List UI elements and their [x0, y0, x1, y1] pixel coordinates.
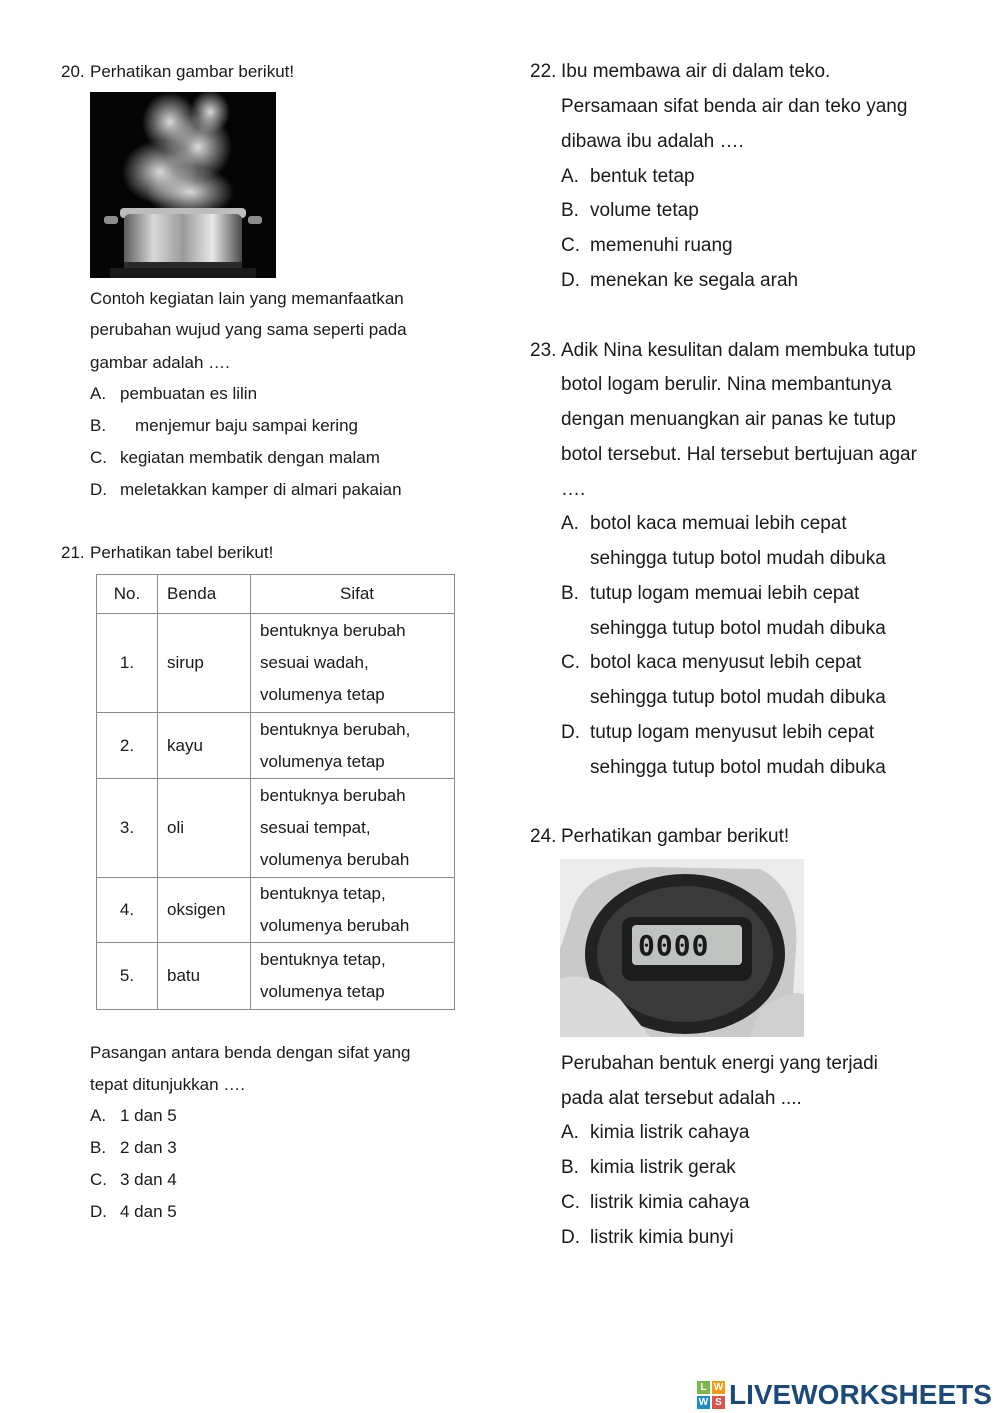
- q22-option-c[interactable]: [561, 228, 733, 263]
- option-letter: C.: [561, 652, 580, 673]
- boiling-pot-image: [90, 92, 276, 278]
- sifat-line: bentuknya berubah: [260, 786, 406, 805]
- row-sifat: [251, 943, 455, 1010]
- option-letter: B.: [561, 583, 579, 604]
- q22-option-a[interactable]: [561, 159, 695, 194]
- option-letter: D.: [90, 1202, 107, 1221]
- option-text: menekan ke segala arah: [590, 270, 799, 291]
- header-benda: Benda: [158, 575, 251, 614]
- option-text: pembuatan es lilin: [120, 384, 258, 403]
- q23-question-line-3: dengan menuangkan air panas ke tutup: [561, 409, 896, 430]
- logo-icon: [697, 1381, 725, 1409]
- row-sifat: [251, 878, 455, 943]
- q24-question-line-2: pada alat tersebut adalah ....: [561, 1088, 802, 1109]
- header-sifat: Sifat: [251, 575, 455, 614]
- row-no: 1.: [97, 614, 158, 713]
- option-text: kimia listrik gerak: [590, 1157, 736, 1178]
- option-text: kimia listrik cahaya: [590, 1122, 750, 1143]
- sifat-line: sesuai tempat,: [260, 818, 371, 837]
- table-row: [97, 878, 455, 943]
- sifat-line: bentuknya berubah: [260, 621, 406, 640]
- option-text: menjemur baju sampai kering: [135, 416, 358, 435]
- boiling-pot-illustration: [90, 92, 276, 278]
- option-text: 3 dan 4: [120, 1170, 177, 1189]
- q21-option-b[interactable]: [90, 1132, 177, 1164]
- option-text-line-2: sehingga tutup botol mudah dibuka: [590, 548, 886, 569]
- q22-option-b[interactable]: [561, 193, 699, 228]
- option-text-line-1: botol kaca menyusut lebih cepat: [590, 652, 862, 673]
- sifat-line: volumenya tetap: [260, 685, 385, 704]
- option-letter: C.: [90, 1170, 107, 1189]
- option-text: 4 dan 5: [120, 1202, 177, 1221]
- q23-number: 23.: [530, 340, 557, 361]
- q23-option-c[interactable]: [561, 645, 886, 708]
- row-benda: kayu: [158, 713, 251, 779]
- q21-option-d[interactable]: [90, 1196, 177, 1228]
- option-text: meletakkan kamper di almari pakaian: [120, 480, 402, 499]
- q21-option-c[interactable]: [90, 1164, 177, 1196]
- option-text: memenuhi ruang: [590, 235, 733, 256]
- q23-option-d[interactable]: [561, 715, 886, 778]
- logo-tile-w2: W: [698, 1397, 709, 1408]
- option-letter: C.: [561, 1192, 580, 1213]
- option-letter: D.: [90, 480, 107, 499]
- option-text: listrik kimia bunyi: [590, 1227, 734, 1248]
- q20-question-line-1: Contoh kegiatan lain yang memanfaatkan: [90, 289, 404, 308]
- q20-number: 20.: [61, 62, 85, 81]
- q23-option-b[interactable]: [561, 576, 886, 639]
- q23-question-line-2: botol logam berulir. Nina membantunya: [561, 374, 892, 395]
- option-letter: B.: [561, 1157, 579, 1178]
- row-benda: batu: [158, 943, 251, 1010]
- q20-option-a[interactable]: [90, 378, 258, 410]
- steam-cloud: [122, 92, 234, 218]
- row-benda: sirup: [158, 614, 251, 713]
- row-benda: oksigen: [158, 878, 251, 943]
- option-text: listrik kimia cahaya: [590, 1192, 750, 1213]
- logo-tile-w: W: [713, 1382, 724, 1393]
- option-text-line-2: sehingga tutup botol mudah dibuka: [590, 757, 886, 778]
- logo-tile-l: L: [697, 1381, 710, 1394]
- row-benda: oli: [158, 779, 251, 878]
- option-text-line-1: botol kaca memuai lebih cepat: [590, 513, 847, 534]
- q24-question-line-1: Perubahan bentuk energi yang terjadi: [561, 1053, 878, 1074]
- row-sifat: [251, 614, 455, 713]
- sifat-line: bentuknya tetap,: [260, 884, 386, 903]
- option-letter: A.: [561, 1122, 579, 1143]
- option-text: 1 dan 5: [120, 1106, 177, 1125]
- option-letter: A.: [561, 513, 579, 534]
- option-letter: A.: [561, 166, 579, 187]
- q22-question-line-1: Ibu membawa air di dalam teko.: [561, 61, 831, 82]
- option-letter: A.: [90, 384, 107, 403]
- q24-option-d[interactable]: [561, 1220, 734, 1255]
- row-sifat: [251, 779, 455, 878]
- q21-number: 21.: [61, 543, 85, 562]
- option-text-line-2: sehingga tutup botol mudah dibuka: [590, 618, 886, 639]
- q20-option-d[interactable]: [90, 474, 402, 506]
- option-text: bentuk tetap: [590, 166, 695, 187]
- q24-number: 24.: [530, 826, 557, 847]
- option-text: kegiatan membatik dengan malam: [120, 448, 380, 467]
- row-sifat: [251, 713, 455, 779]
- header-no: No.: [97, 575, 158, 614]
- row-no: 5.: [97, 943, 158, 1010]
- option-text-line-2: sehingga tutup botol mudah dibuka: [590, 687, 886, 708]
- option-letter: C.: [90, 448, 107, 467]
- sifat-line: bentuknya tetap,: [260, 950, 386, 969]
- option-letter: A.: [90, 1106, 107, 1125]
- sifat-line: sesuai wadah,: [260, 653, 369, 672]
- q23-question-line-4: botol tersebut. Hal tersebut bertujuan agar: [561, 444, 917, 465]
- stopwatch-image: [560, 859, 804, 1037]
- table-header-row: [97, 575, 455, 614]
- q20-question-line-2: perubahan wujud yang sama seperti pada: [90, 320, 407, 339]
- q23-question-line-5: ….: [561, 479, 586, 500]
- q21-prompt: Perhatikan tabel berikut!: [90, 543, 274, 562]
- row-no: 4.: [97, 878, 158, 943]
- sifat-line: volumenya tetap: [260, 751, 385, 771]
- q21-option-a[interactable]: [90, 1100, 177, 1132]
- q20-prompt: Perhatikan gambar berikut!: [90, 62, 295, 81]
- q20-question-line-3: gambar adalah ….: [90, 353, 230, 372]
- table-row: [97, 713, 455, 779]
- option-text: volume tetap: [590, 200, 699, 221]
- sifat-line: volumenya tetap: [260, 982, 385, 1001]
- properties-table: [96, 574, 455, 1010]
- row-no: 3.: [97, 779, 158, 878]
- sifat-line: volumenya berubah: [260, 850, 410, 869]
- row-no: 2.: [97, 713, 158, 779]
- logo-tile-s: S: [712, 1396, 725, 1409]
- q22-option-d[interactable]: [561, 263, 799, 298]
- option-text: 2 dan 3: [120, 1138, 177, 1157]
- liveworksheets-logo[interactable]: [697, 1378, 992, 1412]
- table-row: [97, 614, 455, 713]
- table-row: [97, 779, 455, 878]
- option-letter: B.: [90, 1138, 107, 1157]
- option-letter: C.: [561, 235, 580, 256]
- q24-prompt: Perhatikan gambar berikut!: [561, 826, 790, 847]
- option-text-line-1: tutup logam menyusut lebih cepat: [590, 722, 875, 743]
- option-letter: B.: [90, 416, 107, 435]
- q22-number: 22.: [530, 61, 557, 82]
- q24-option-b[interactable]: [561, 1150, 736, 1185]
- q24-option-a[interactable]: [561, 1115, 750, 1150]
- q22-question-line-2: Persamaan sifat benda air dan teko yang: [561, 96, 908, 117]
- stopwatch-display-text: 0000: [638, 929, 710, 962]
- table-row: [97, 943, 455, 1010]
- q20-option-b[interactable]: [90, 410, 358, 442]
- option-letter: D.: [561, 270, 580, 291]
- logo-text: LIVEWORKSHEETS: [729, 1379, 992, 1410]
- q23-question-line-1: Adik Nina kesulitan dalam membuka tutup: [561, 340, 916, 361]
- q21-question-line-1: Pasangan antara benda dengan sifat yang: [90, 1043, 411, 1062]
- q23-option-a[interactable]: [561, 506, 886, 569]
- q22-question-line-3: dibawa ibu adalah ….: [561, 131, 744, 152]
- q20-option-c[interactable]: [90, 442, 380, 474]
- q24-option-c[interactable]: [561, 1185, 750, 1220]
- option-letter: D.: [561, 1227, 580, 1248]
- sifat-line: volumenya berubah: [260, 916, 410, 935]
- q21-question-line-2: tepat ditunjukkan ….: [90, 1075, 245, 1094]
- sifat-line: bentuknya berubah,: [260, 719, 411, 739]
- option-text-line-1: tutup logam memuai lebih cepat: [590, 583, 860, 604]
- option-letter: B.: [561, 200, 579, 221]
- option-letter: D.: [561, 722, 580, 743]
